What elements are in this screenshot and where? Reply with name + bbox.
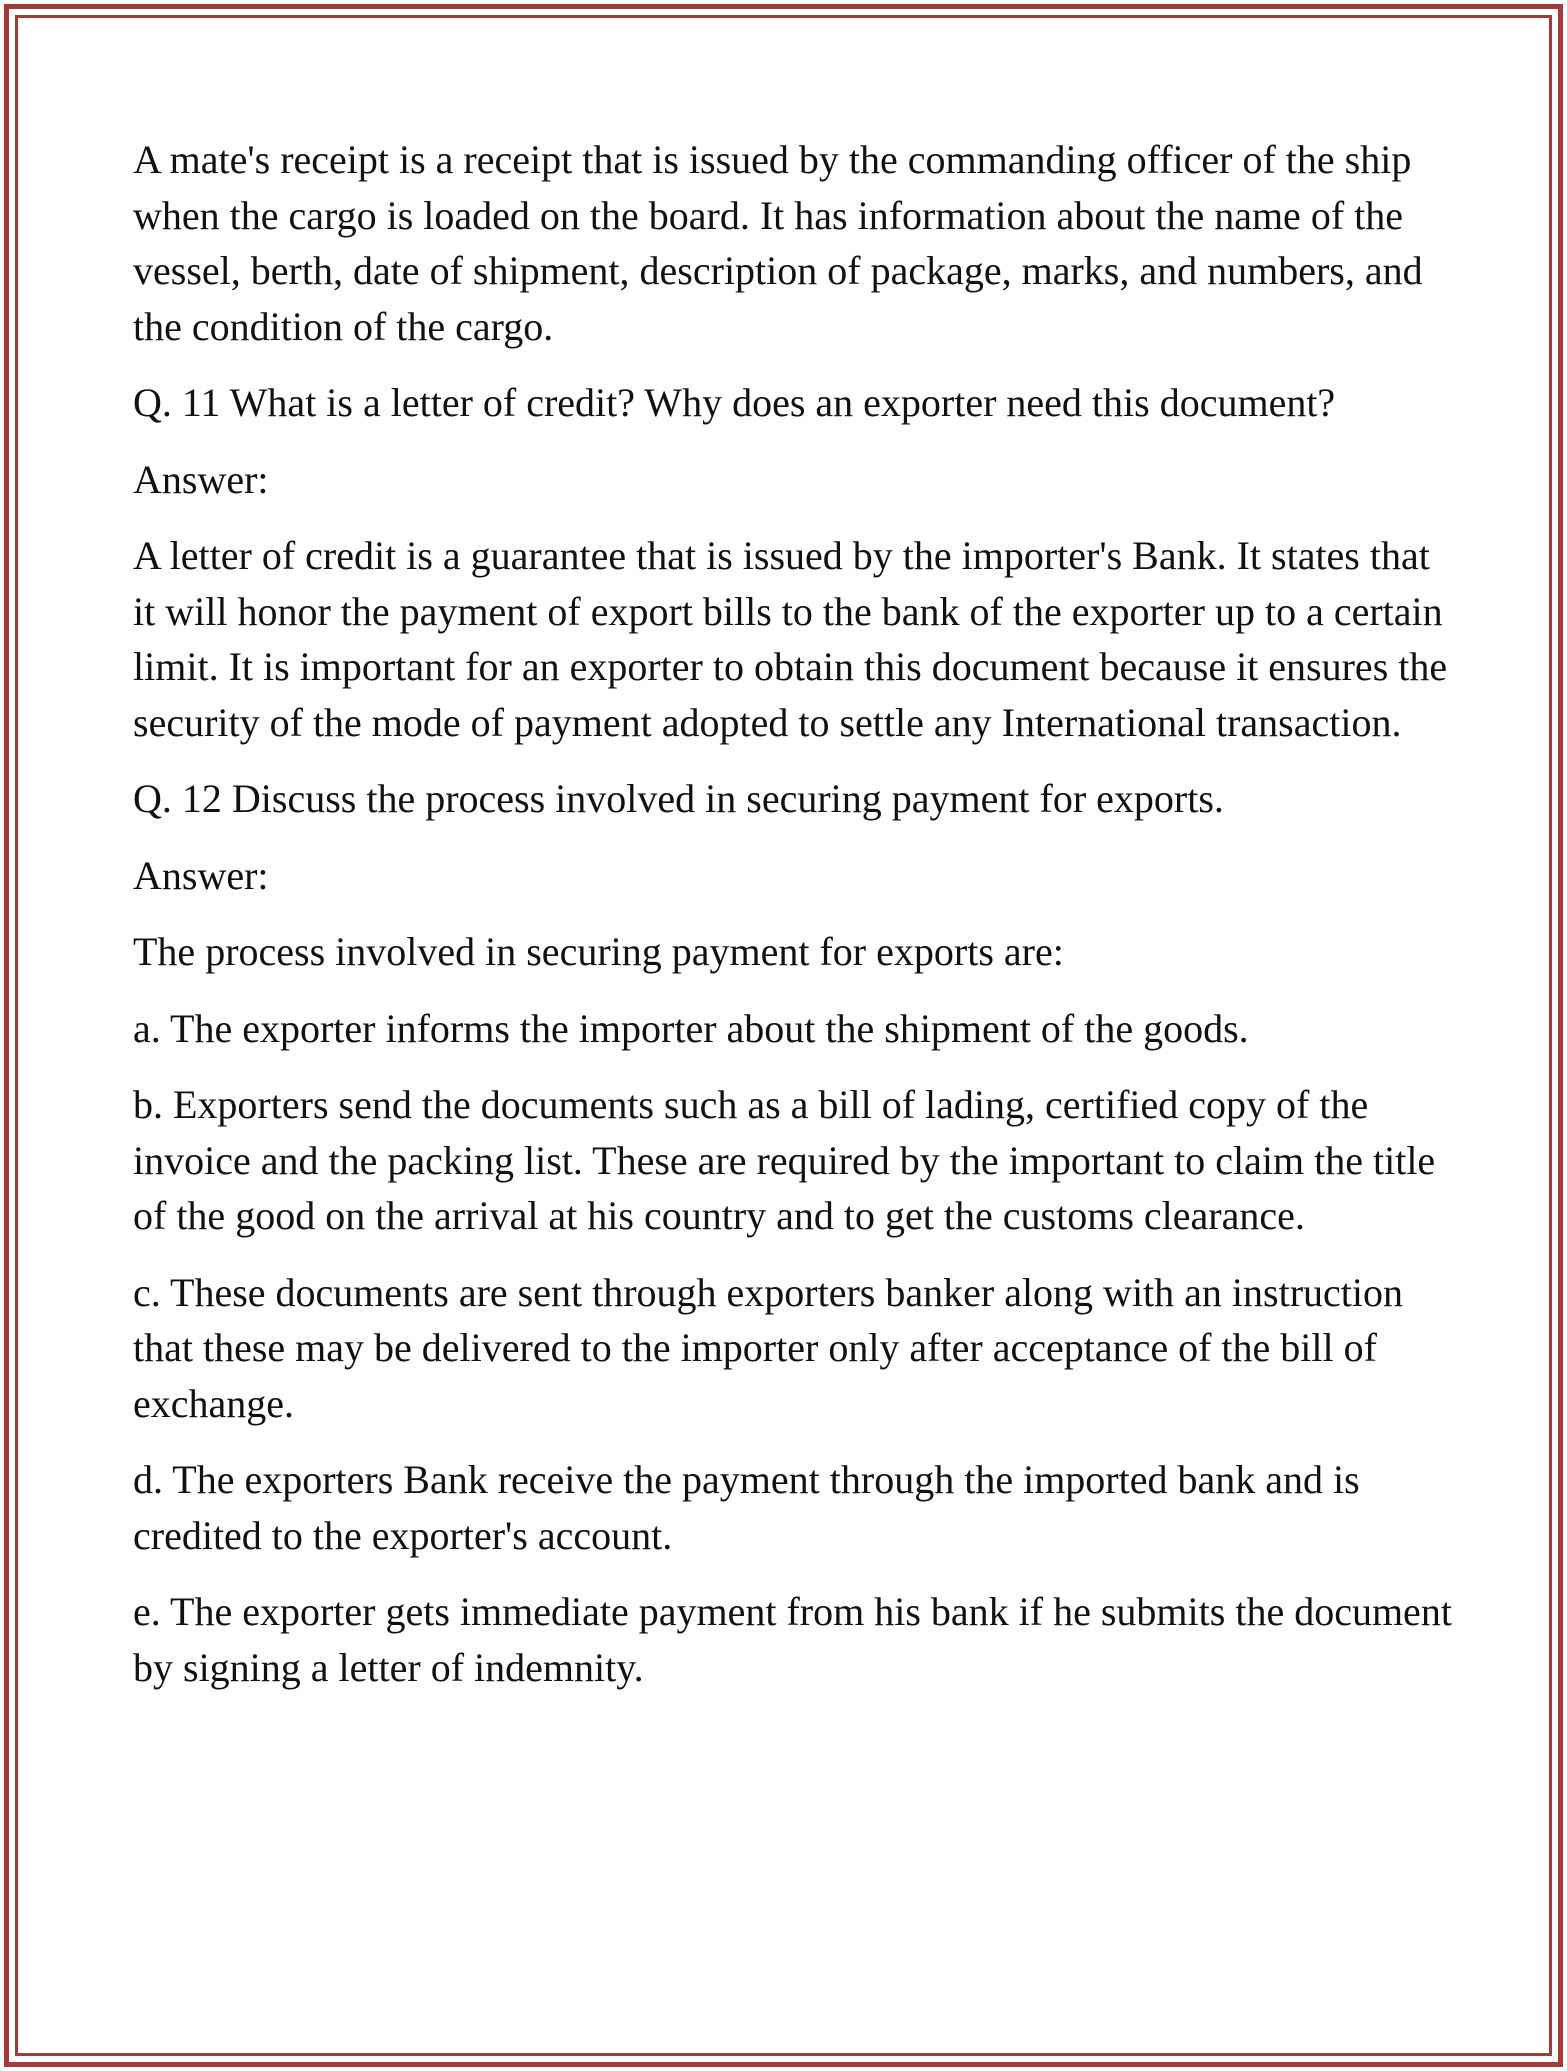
answer-label-11: Answer: bbox=[133, 456, 269, 502]
document-body bbox=[133, 132, 1453, 1716]
answer-label-12: Answer: bbox=[133, 852, 269, 898]
answer-11-text: A letter of credit is a guarantee that is issued by the importer's Bank. It states that it will honor the payment of export bills to the bank of the exporter up to a certain limit. It is important for an exporter to obtain this document because it ensures the security of the mode of payment adopted to settle any International transaction. bbox=[133, 533, 1448, 745]
answer-12-step-e: e. The exporter gets immediate payment from his bank if he submits the document by signing a letter of indemnity. bbox=[133, 1589, 1452, 1690]
answer-12-intro: The process involved in securing payment for exports are: bbox=[133, 929, 1064, 974]
answer-12-step-a: a. The exporter informs the importer about the shipment of the goods. bbox=[133, 1005, 1249, 1051]
answer-12-step-d: d. The exporters Bank receive the payment through the imported bank and is credited to the exporter's account. bbox=[133, 1457, 1360, 1558]
paragraph-mates-receipt: A mate's receipt is a receipt that is issued by the commanding officer of the ship when the cargo is loaded on the board. It has information about the name of the vessel, berth, date of shipment, description of package, marks, and numbers, and the condition of the cargo. bbox=[133, 137, 1423, 349]
question-12: Q. 12 Discuss the process involved in securing payment for exports. bbox=[133, 776, 1224, 821]
question-11: Q. 11 What is a letter of credit? Why does an exporter need this document? bbox=[133, 380, 1336, 425]
answer-12-step-b: b. Exporters send the documents such as a bill of lading, certified copy of the invoice and the packing list. These are required by the important to claim the title of the good on the arrival at his country and to get the customs clearance. bbox=[133, 1082, 1436, 1238]
answer-12-step-c: c. These documents are sent through exporters banker along with an instruction that these may be delivered to the importer only after acceptance of the bill of exchange. bbox=[133, 1269, 1404, 1426]
